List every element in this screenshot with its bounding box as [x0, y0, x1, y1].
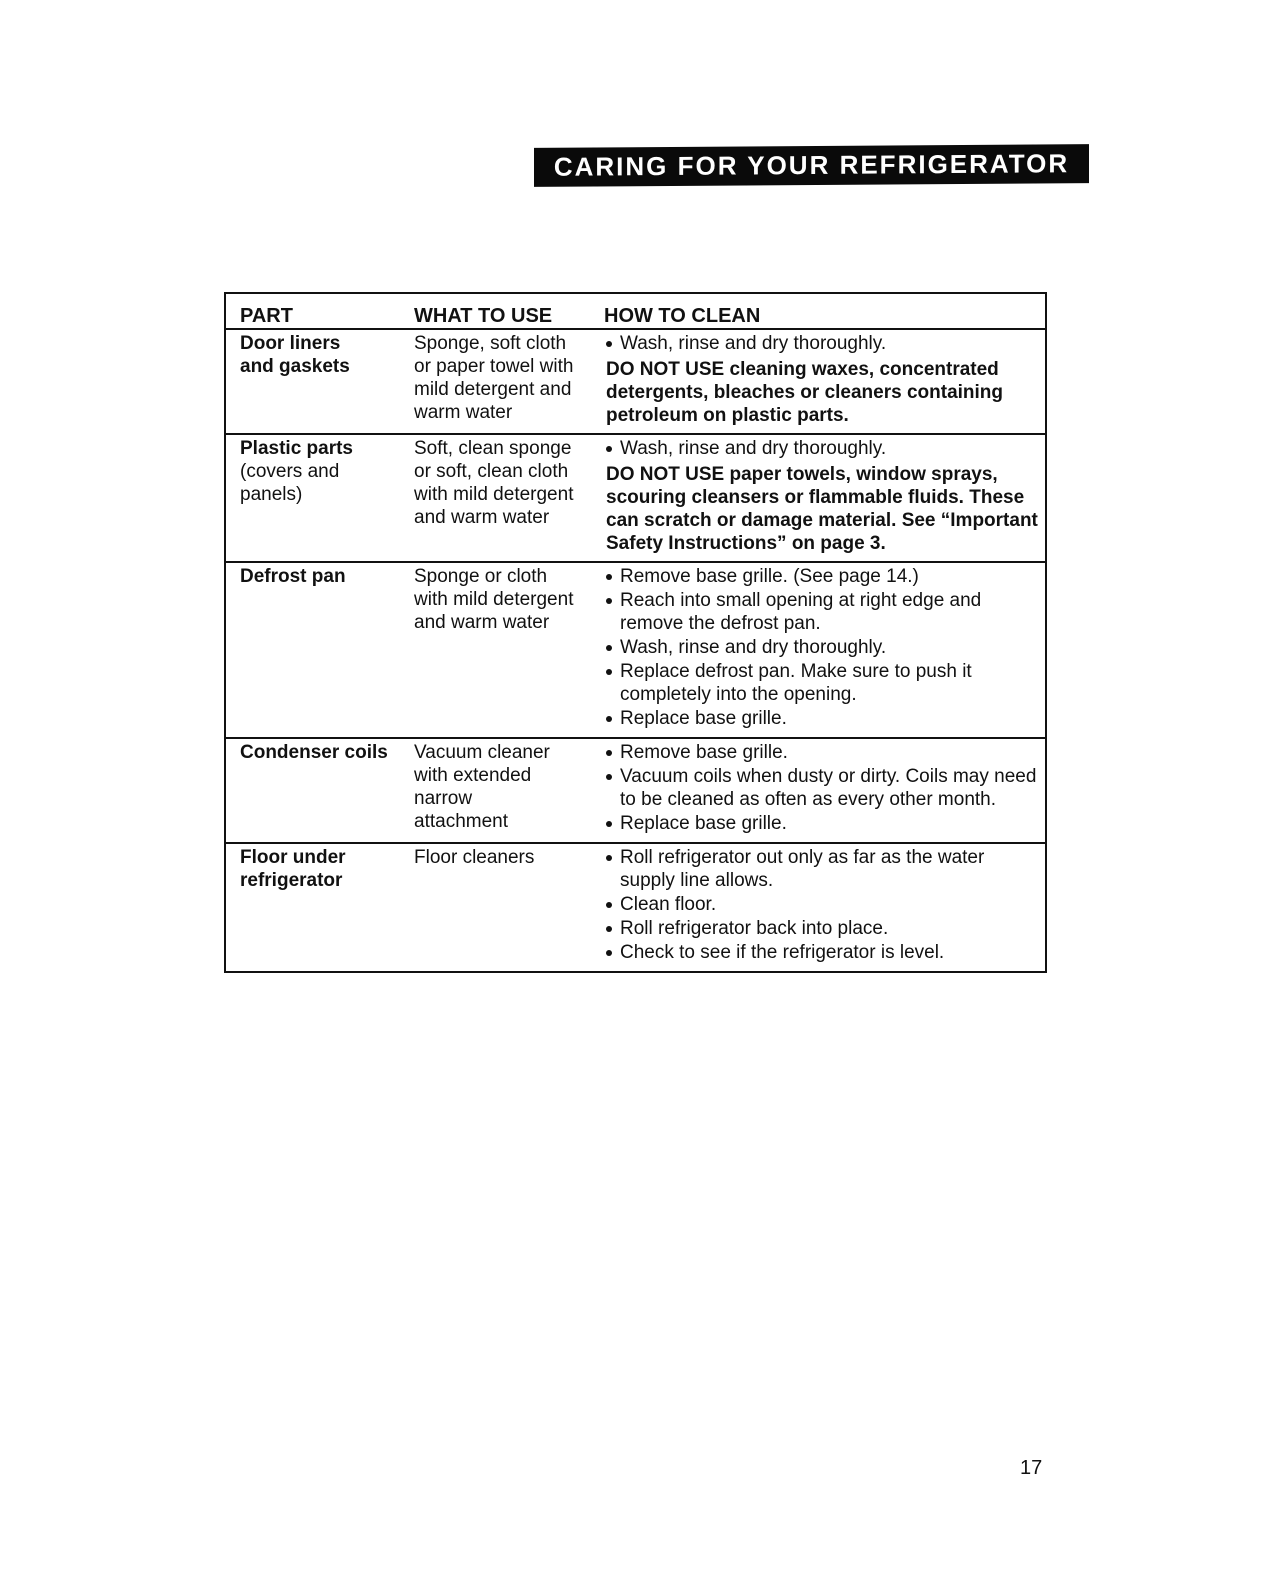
- clean-step: Wash, rinse and dry thoroughly.: [604, 437, 1041, 460]
- clean-step: Check to see if the refrigerator is level.: [604, 941, 1041, 964]
- part-name: Floor under refrigerator: [240, 847, 346, 891]
- how-to-clean-cell: [590, 562, 1046, 738]
- clean-step: Reach into small opening at right edge and remove the defrost pan.: [604, 589, 1041, 635]
- part-cell: [225, 329, 400, 434]
- part-name: Condenser coils: [240, 742, 388, 763]
- table-row: [225, 738, 1046, 843]
- table-row: [225, 843, 1046, 972]
- what-to-use-text: Soft, clean sponge or soft, clean cloth with mild detergent and warm water: [414, 438, 574, 528]
- column-header-how-to-clean: HOW TO CLEAN: [604, 305, 761, 327]
- what-to-use-cell: [400, 738, 590, 843]
- part-name: Defrost pan: [240, 566, 346, 587]
- part-cell: [225, 843, 400, 972]
- warning-text: DO NOT USE cleaning waxes, concentrated detergents, bleaches or cleaners containing petroleum on plastic parts.: [606, 359, 1004, 426]
- clean-step: Roll refrigerator back into place.: [604, 917, 1041, 940]
- clean-step: Roll refrigerator out only as far as the water supply line allows.: [604, 846, 1041, 892]
- cleaning-table: [224, 292, 1047, 973]
- clean-step: Replace defrost pan. Make sure to push it completely into the opening.: [604, 660, 1041, 706]
- table-row: [225, 562, 1046, 738]
- what-to-use-cell: [400, 843, 590, 972]
- what-to-use-text: Sponge or cloth with mild detergent and warm water: [414, 566, 574, 633]
- what-to-use-cell: [400, 562, 590, 738]
- what-to-use-cell: [400, 329, 590, 434]
- clean-step: Wash, rinse and dry thoroughly.: [604, 636, 1041, 659]
- what-to-use-cell: [400, 434, 590, 562]
- page-number: 17: [1020, 1457, 1043, 1479]
- column-header-part: PART: [240, 305, 293, 327]
- how-to-clean-cell: [590, 843, 1046, 972]
- clean-step: Clean floor.: [604, 893, 1041, 916]
- part-cell: [225, 562, 400, 738]
- how-to-clean-cell: [590, 434, 1046, 562]
- part-cell: [225, 738, 400, 843]
- clean-step: Replace base grille.: [604, 707, 1041, 730]
- table-row: [225, 434, 1046, 562]
- table-header-row: [225, 293, 1046, 329]
- what-to-use-text: Vacuum cleaner with extended narrow attachment: [414, 742, 550, 832]
- part-sub: and gaskets: [240, 356, 350, 377]
- column-header-what-to-use: WHAT TO USE: [414, 305, 553, 327]
- table-row: [225, 329, 1046, 434]
- clean-step: Remove base grille. (See page 14.): [604, 565, 1041, 588]
- what-to-use-text: Floor cleaners: [414, 847, 535, 868]
- part-name: Plastic parts: [240, 438, 353, 459]
- part-cell: [225, 434, 400, 562]
- part-sub: (covers and panels): [240, 461, 340, 505]
- section-banner: CARING FOR YOUR REFRIGERATOR: [534, 144, 1089, 187]
- what-to-use-text: Sponge, soft cloth or paper towel with mild detergent and warm water: [414, 333, 574, 423]
- part-name: Door liners: [240, 333, 341, 354]
- how-to-clean-cell: [590, 738, 1046, 843]
- clean-step: Replace base grille.: [604, 812, 1041, 835]
- how-to-clean-cell: [590, 329, 1046, 434]
- warning-text: DO NOT USE paper towels, window sprays, scouring cleansers or flammable fluids. These can scratch or damage material. See “Important Safety Instructions” on page 3.: [606, 464, 1038, 554]
- clean-step: Wash, rinse and dry thoroughly.: [604, 332, 1041, 355]
- clean-step: Remove base grille.: [604, 741, 1041, 764]
- clean-step: Vacuum coils when dusty or dirty. Coils may need to be cleaned as often as every other month.: [604, 765, 1041, 811]
